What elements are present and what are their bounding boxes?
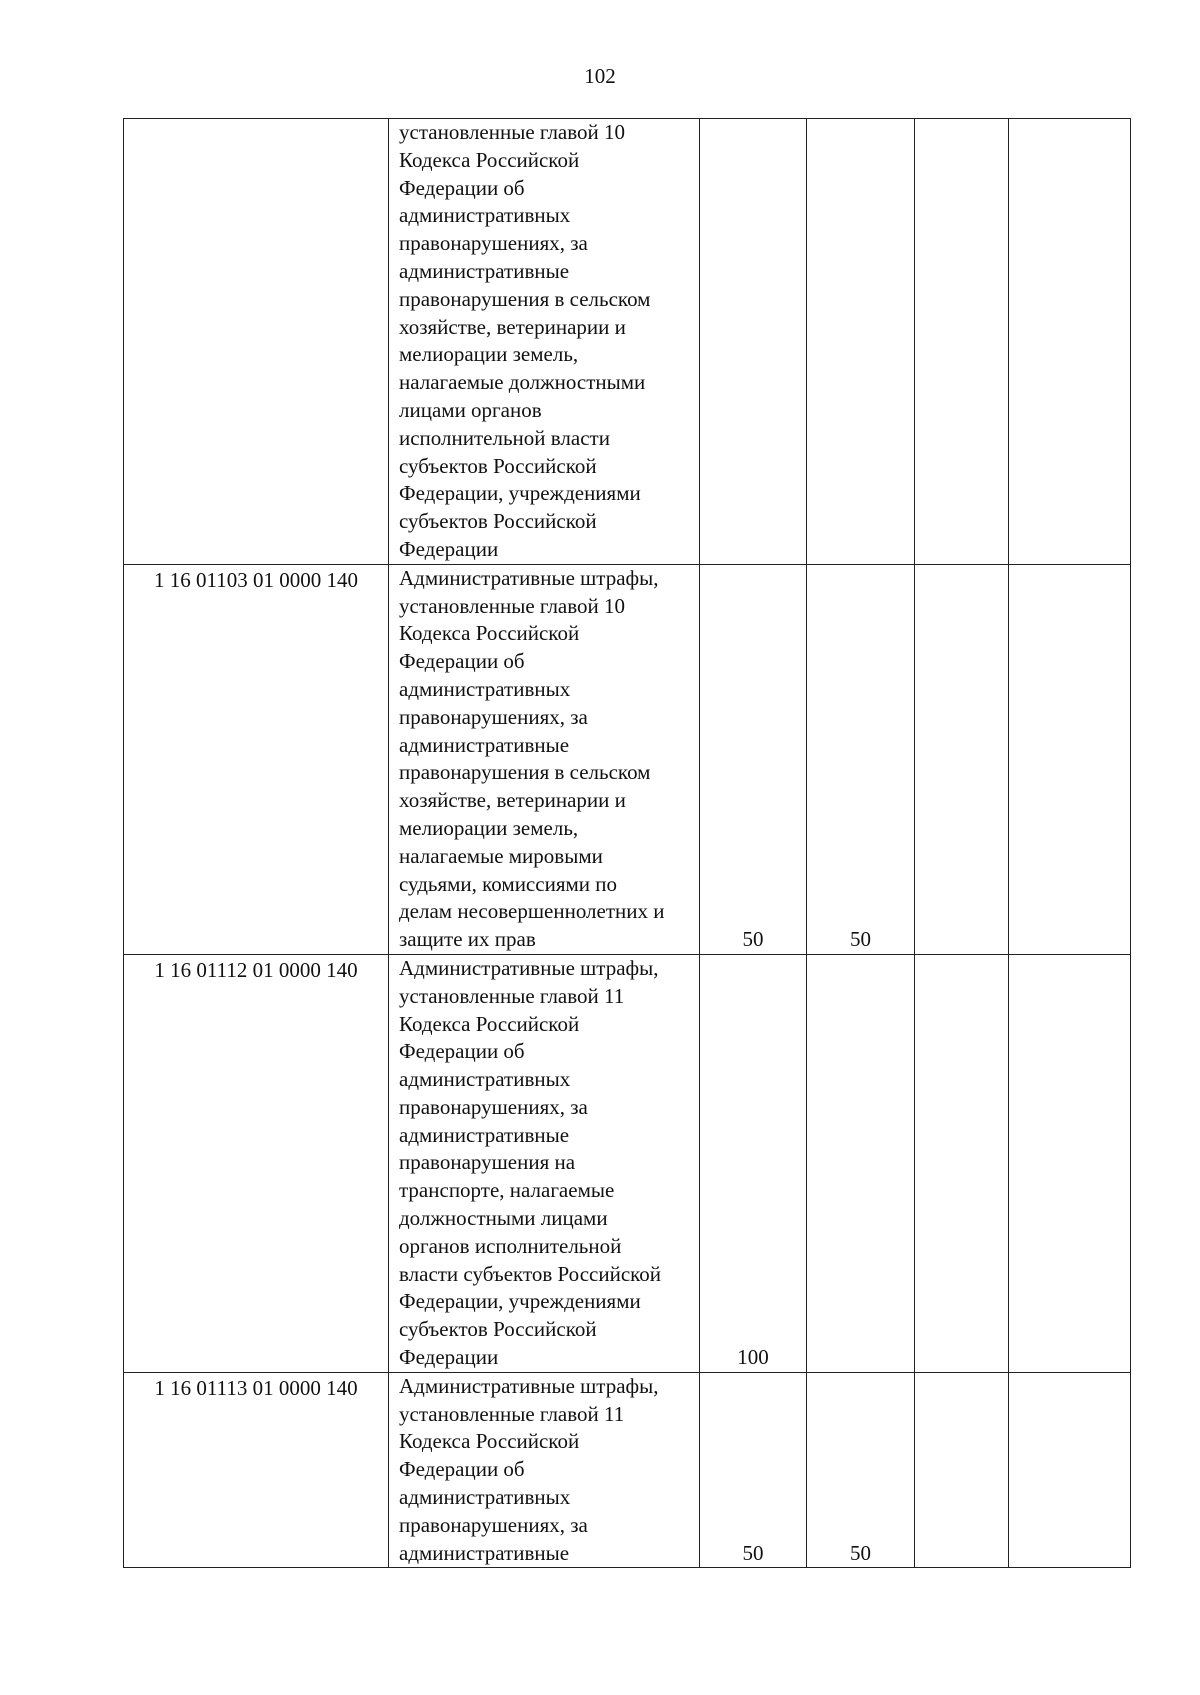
revenue-name-line: правонарушениях, за bbox=[399, 1094, 588, 1119]
revenue-name-line: судьями, комиссиями по bbox=[399, 871, 617, 896]
revenue-name-line: налагаемые должностными bbox=[399, 370, 646, 395]
revenue-name-line: Кодекса Российской bbox=[399, 1429, 580, 1454]
amount-cell-2 bbox=[807, 119, 915, 565]
revenue-name-line: административных bbox=[399, 676, 571, 701]
revenue-name-line: административные bbox=[399, 1122, 570, 1147]
revenue-name-line: субъектов Российской bbox=[399, 453, 597, 478]
revenue-name-line: органов исполнительной bbox=[399, 1233, 622, 1258]
revenue-name-line: мелиорации земель, bbox=[399, 815, 579, 840]
revenue-name-line: Федерации bbox=[399, 1345, 499, 1370]
amount-cell-2: 50 bbox=[807, 564, 915, 954]
revenue-code-cell: 1 16 01113 01 0000 140 bbox=[124, 1372, 389, 1568]
table-row bbox=[124, 1372, 1131, 1568]
amount-cell-4 bbox=[1009, 1372, 1131, 1568]
revenue-name-line: транспорте, налагаемые bbox=[399, 1178, 615, 1203]
revenue-name-line: установленные главой 10 bbox=[399, 120, 626, 144]
revenue-name-line: установленные главой 10 bbox=[399, 593, 626, 618]
revenue-name-line: административных bbox=[399, 1067, 571, 1092]
revenue-code-cell: 1 16 01103 01 0000 140 bbox=[124, 564, 389, 954]
revenue-name-line: защите их прав bbox=[399, 927, 536, 952]
amount-cell-4 bbox=[1009, 954, 1131, 1372]
amount-cell-2: 50 bbox=[807, 1372, 915, 1568]
revenue-name-line: правонарушениях, за bbox=[399, 1512, 588, 1537]
table-row bbox=[124, 954, 1131, 1372]
revenue-name-line: правонарушениях, за bbox=[399, 231, 588, 256]
table-body bbox=[124, 119, 1131, 1568]
amount-cell-1 bbox=[700, 119, 807, 565]
revenue-name-line: делам несовершеннолетних и bbox=[399, 899, 665, 924]
revenue-name-line: административные bbox=[399, 732, 570, 757]
amount-cell-3 bbox=[915, 564, 1009, 954]
revenue-name-line: власти субъектов Российской bbox=[399, 1261, 662, 1286]
revenue-name-line: хозяйстве, ветеринарии и bbox=[399, 314, 626, 339]
revenue-name-line: Федерации об bbox=[399, 1457, 525, 1482]
revenue-name-line: субъектов Российской bbox=[399, 509, 597, 534]
revenue-name-line: Административные штрафы, bbox=[399, 1373, 659, 1398]
revenue-name-line: хозяйстве, ветеринарии и bbox=[399, 788, 626, 813]
revenue-name-line: административных bbox=[399, 203, 571, 228]
amount-cell-3 bbox=[915, 119, 1009, 565]
revenue-name-line: установленные главой 11 bbox=[399, 1401, 625, 1426]
amount-cell-1: 50 bbox=[700, 564, 807, 954]
revenue-code-cell: 1 16 01112 01 0000 140 bbox=[124, 954, 389, 1372]
revenue-name-line: административных bbox=[399, 1485, 571, 1510]
revenue-name-line: налагаемые мировыми bbox=[399, 843, 603, 868]
revenue-name-line: правонарушения в сельском bbox=[399, 760, 651, 785]
revenue-name-line: лицами органов bbox=[399, 397, 542, 422]
revenue-name-line: административные bbox=[399, 258, 570, 283]
revenue-name-line: Федерации об bbox=[399, 649, 525, 674]
revenue-name-line: Федерации об bbox=[399, 1039, 525, 1064]
revenue-name-line: Федерации bbox=[399, 536, 499, 561]
revenue-name-cell bbox=[389, 564, 700, 954]
revenue-name-line: Кодекса Российской bbox=[399, 621, 580, 646]
revenue-name-line: установленные главой 11 bbox=[399, 983, 625, 1008]
revenue-name-line: субъектов Российской bbox=[399, 1317, 597, 1342]
revenue-table bbox=[123, 118, 1131, 1568]
revenue-name-cell bbox=[389, 119, 700, 565]
amount-cell-4 bbox=[1009, 119, 1131, 565]
amount-cell-3 bbox=[915, 954, 1009, 1372]
revenue-name-line: Кодекса Российской bbox=[399, 147, 580, 172]
amount-cell-1: 100 bbox=[700, 954, 807, 1372]
revenue-name-line: Федерации, учреждениями bbox=[399, 481, 641, 506]
revenue-name-line: правонарушения в сельском bbox=[399, 286, 651, 311]
revenue-name-line: административные bbox=[399, 1540, 570, 1565]
revenue-name-line: Федерации, учреждениями bbox=[399, 1289, 641, 1314]
revenue-name-line: правонарушениях, за bbox=[399, 704, 588, 729]
amount-cell-3 bbox=[915, 1372, 1009, 1568]
revenue-name-line: правонарушения на bbox=[399, 1150, 576, 1175]
revenue-code-cell bbox=[124, 119, 389, 565]
page-number: 102 bbox=[584, 64, 616, 88]
revenue-name-line: Административные штрафы, bbox=[399, 565, 659, 590]
amount-cell-2 bbox=[807, 954, 915, 1372]
revenue-name-cell bbox=[389, 954, 700, 1372]
table-row bbox=[124, 564, 1131, 954]
revenue-name-cell bbox=[389, 1372, 700, 1568]
revenue-name-line: исполнительной власти bbox=[399, 425, 610, 450]
revenue-name-line: Кодекса Российской bbox=[399, 1011, 580, 1036]
table-row bbox=[124, 119, 1131, 565]
revenue-name-line: должностными лицами bbox=[399, 1206, 608, 1231]
revenue-name-line: мелиорации земель, bbox=[399, 342, 579, 367]
revenue-name-line: Административные штрафы, bbox=[399, 955, 659, 980]
amount-cell-1: 50 bbox=[700, 1372, 807, 1568]
amount-cell-4 bbox=[1009, 564, 1131, 954]
revenue-name-line: Федерации об bbox=[399, 175, 525, 200]
